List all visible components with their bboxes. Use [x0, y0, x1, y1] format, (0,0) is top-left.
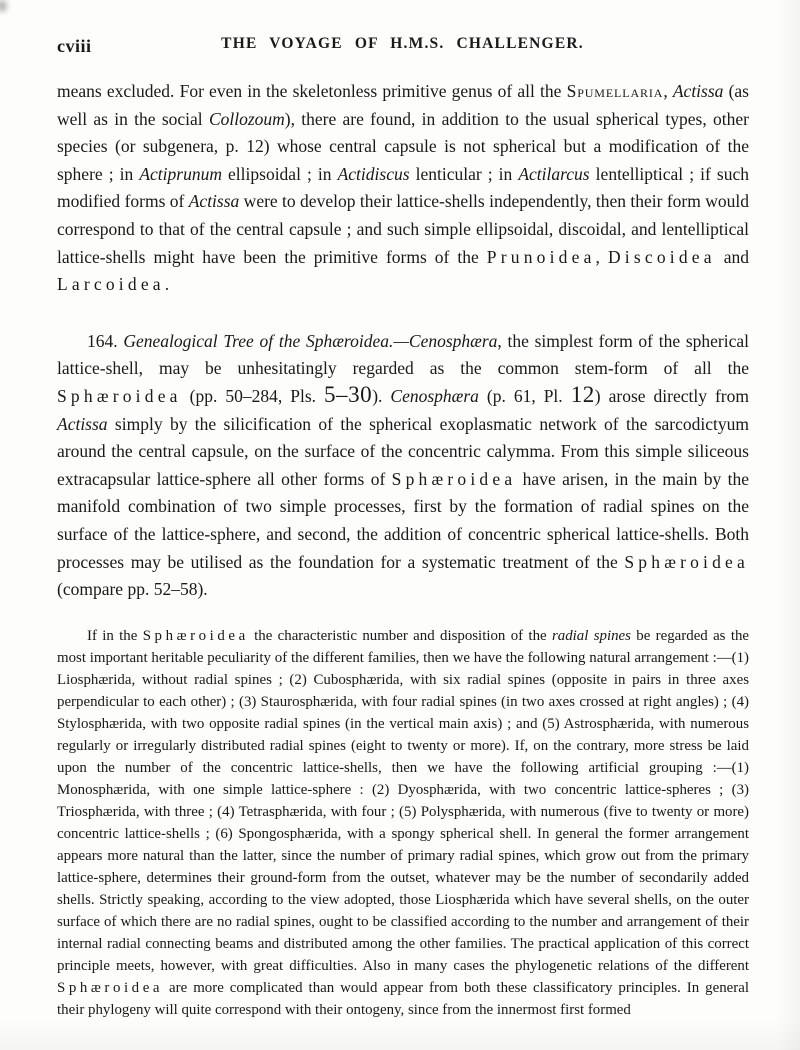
- scan-artifact: [0, 0, 7, 12]
- text-block: [57, 72, 749, 1021]
- text-run: ellipsoidal ; in: [221, 163, 338, 184]
- italic-term: Actilarcus: [518, 163, 590, 184]
- text-run: are more complicated than would appear from both these classificatory principles. In general their phylogeny will quite correspond with their ontogeny, since from the innermost first formed: [57, 979, 749, 1018]
- text-run: simply by the silicification of the spherical exoplasmatic network of the sarcodictyum around the central capsule, on the surface of the concentric calymma. From this simple siliceous extracapsular lattice-sphere all other forms of: [57, 413, 749, 489]
- text-run: lentelliptical ; if such modified forms of: [57, 163, 749, 212]
- text-run: 164.: [87, 330, 124, 351]
- text-run: (pp. 50–284, Pls.: [181, 385, 324, 406]
- text-run: .: [164, 274, 170, 295]
- text-run: were to develop their lattice-shells independently, then their form would correspond to that of the central capsule ; and such simple ellipsoidal, discoidal, and lentelliptical lattice-shells might have been the primitive forms of the: [57, 191, 749, 267]
- text-run: (compare pp. 52–58).: [57, 579, 208, 600]
- italic-term: radial spines: [551, 627, 631, 644]
- letterspaced-term: Prunoidea: [486, 246, 596, 267]
- letterspaced-term: Sphæroidea: [142, 627, 249, 644]
- text-run: means excluded. For even in the skeletonless primitive genus of all the: [57, 81, 567, 101]
- text-run: ,: [595, 246, 608, 267]
- text-run: ), there are found, in addition to the usual spherical types, other species (or subgenera, p. 12) whose central capsule is not spherical but a modification of the sphere ; in: [57, 108, 749, 184]
- page-header: [57, 35, 748, 59]
- italic-term: Actidiscus: [337, 163, 410, 184]
- letterspaced-term: Sphæroidea: [57, 385, 182, 406]
- running-title: THE VOYAGE OF H.M.S. CHALLENGER.: [221, 35, 584, 52]
- text-run: (p. 61, Pl.: [478, 385, 571, 406]
- text-run: ).: [372, 385, 391, 406]
- italic-term: Genealogical Tree of the Sphæroidea.—Cenosphæra: [123, 330, 498, 351]
- page-number: cviii: [57, 36, 92, 56]
- italic-term: Collozoum: [208, 108, 285, 129]
- text-run: lenticular ; in: [409, 163, 519, 184]
- paragraph-continuation: [57, 78, 749, 299]
- text-run: (as well as in the social: [57, 81, 749, 129]
- italic-term: Actissa: [188, 191, 240, 212]
- letterspaced-term: Discoidea: [607, 246, 716, 267]
- italic-term: Actissa: [672, 81, 724, 101]
- text-run: ,: [663, 81, 673, 101]
- plate-number: 5–30: [324, 380, 373, 407]
- letterspaced-term: Sphæroidea: [624, 551, 749, 572]
- smallcaps-term: Spumellaria: [566, 81, 664, 101]
- text-run: be regarded as the most important heritable peculiarity of the different families, then we have the following natural arrangement :—(1) Liosphærida, without radial spines ; (2) Cubosphærida, with six radial spines (opposite in pairs in three axes perpendicular to each other) ; (3) Staurosphærida, with four radial spines (in two axes crossed at right angles) ; (4) Stylosphærida, with two opposite radial spines (in the vertical main axis) ; and (5) Astrosphærida, with numerous regularly or irregularly distributed radial spines (eight to twenty or more). If, on the contrary, more stress be laid upon the number of the concentric lattice-shells, then we have the following artificial grouping :—(1) Monosphærida, with one simple lattice-sphere : (2) Dyosphærida, with two concentric lattice-spheres ; (3) Triosphærida, with three ; (4) Tetrasphærida, with four ; (5) Polysphærida, with numerous (five to twenty or more) concentric lattice-shells ; (6) Spongosphærida, with a spongy spherical shell. In general the former arrangement appears more natural than the latter, since the number of primary radial spines, which grow out from the primary lattice-sphere, determines their ground-form from the outset, whatever may be the number of secondarily added shells. Strictly speaking, according to the view adopted, those Liosphærida which have several shells, on the outer surface of which there are no radial spines, ought to be classified according to the number and arrangement of their internal radial connecting beams and distributed among the other families. The practical application of this correct principle meets, however, with great difficulties. Also in many cases the phylogenetic relations of the different: [57, 627, 750, 974]
- plate-number: 12: [570, 380, 595, 407]
- text-run: , the simplest form of the spherical lattice-shell, may be unhesitatingly regarded as the common stem-form of all the: [57, 330, 749, 379]
- text-run: ) arose directly from: [594, 385, 749, 406]
- italic-term: Actissa: [57, 413, 108, 434]
- text-run: If in the: [87, 627, 143, 644]
- italic-term: Actiprunum: [139, 163, 222, 184]
- paragraph-164-genealogical-tree: [57, 328, 749, 604]
- letterspaced-term: Larcoidea: [57, 274, 165, 295]
- text-run: the characteristic number and disposition of the: [248, 627, 552, 644]
- letterspaced-term: Sphæroidea: [391, 468, 517, 489]
- text-run: and: [715, 246, 749, 267]
- paragraph-classification: [57, 625, 749, 1021]
- text-run: have arisen, in the main by the manifold combination of two simple processes, first by the formation of radial spines on the surface of the lattice-sphere, and second, the addition of concentric spherical lattice-shells. Both processes may be utilised as the foundation for a systematic treatment of the: [57, 468, 749, 572]
- italic-term: Cenosphæra: [390, 385, 479, 406]
- letterspaced-term: Sphæroidea: [57, 979, 164, 996]
